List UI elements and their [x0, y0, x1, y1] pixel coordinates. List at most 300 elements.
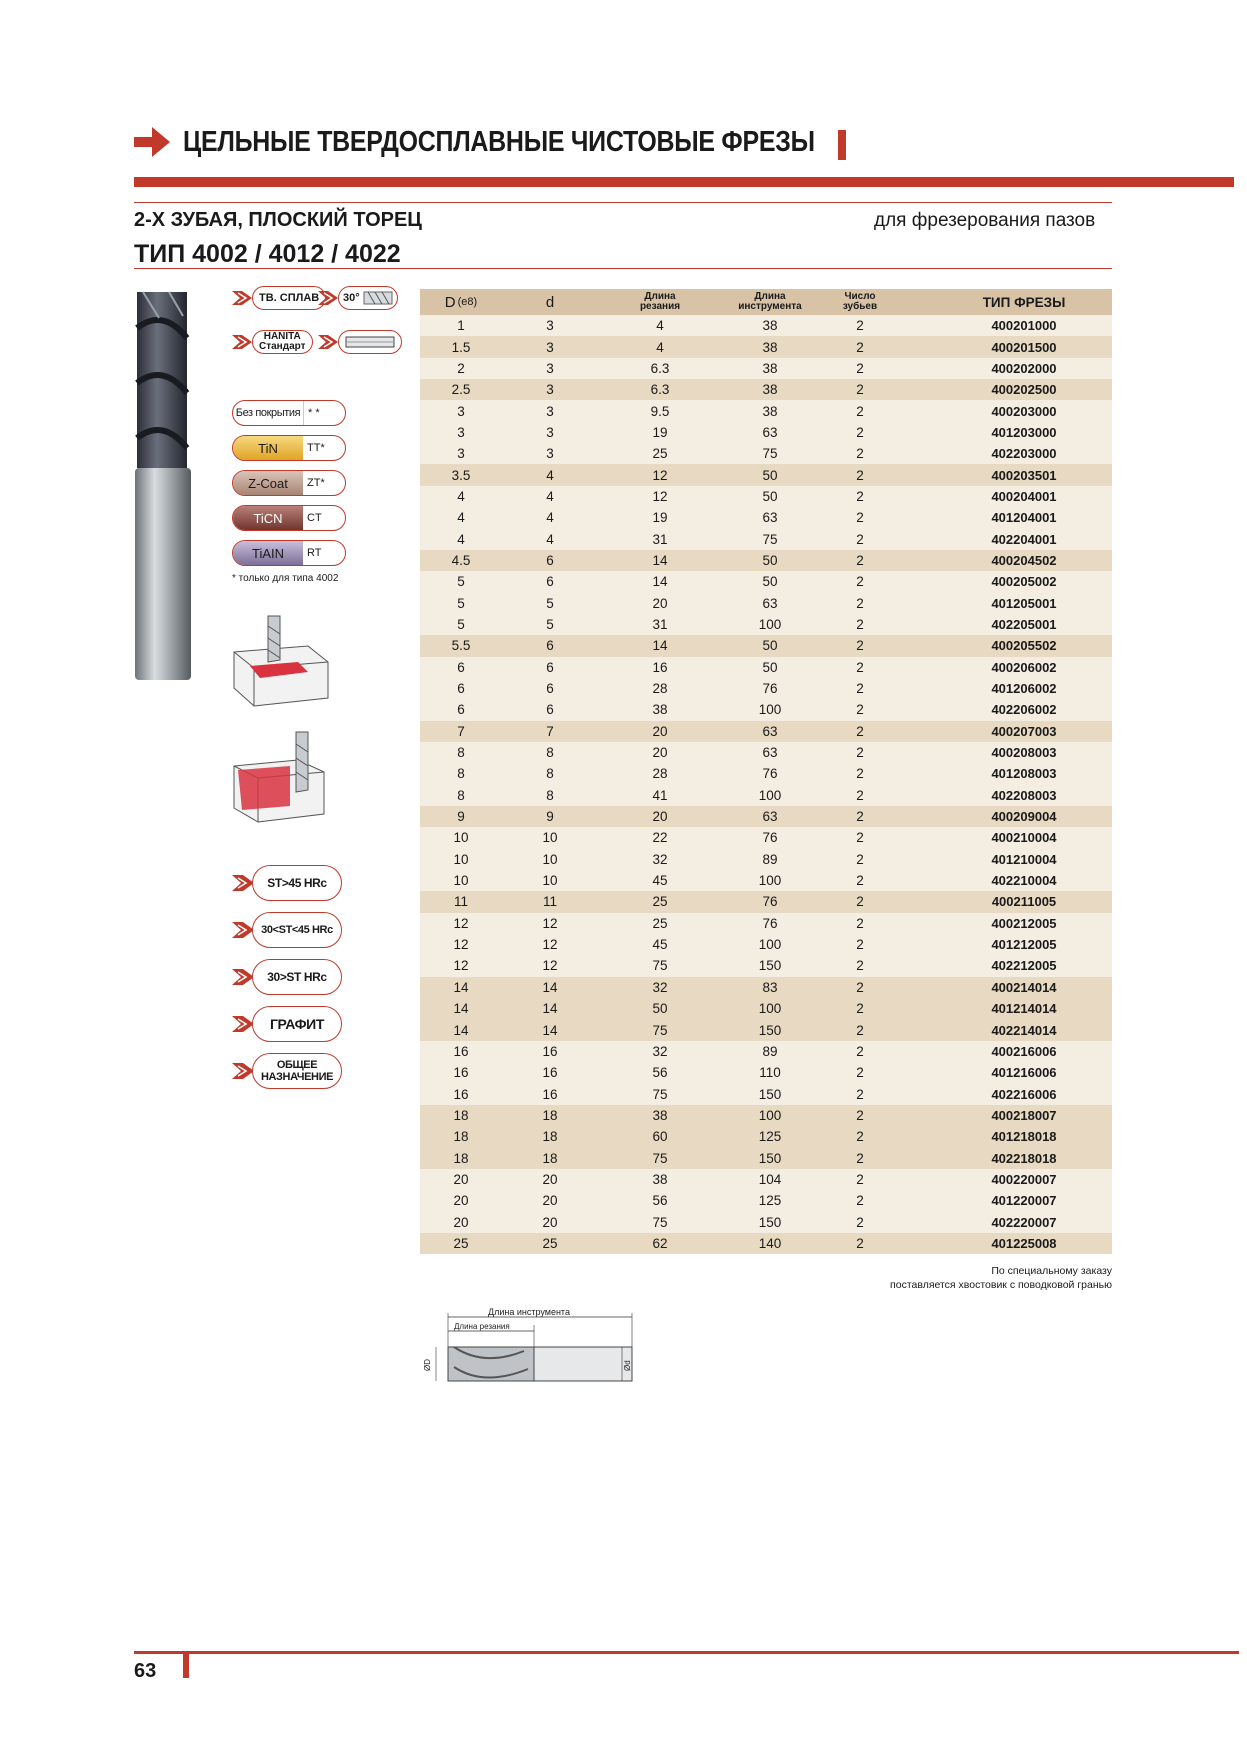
cell-type: 402204001	[991, 531, 1057, 547]
cell-d: 8	[457, 787, 465, 803]
table-row	[420, 1233, 1112, 1254]
cell-teeth: 2	[856, 1043, 864, 1059]
cell-d: 7	[457, 723, 465, 739]
table-row	[420, 635, 1112, 656]
d-label: ØD	[423, 1359, 432, 1371]
table-row	[420, 528, 1112, 549]
cell-d: 16	[453, 1086, 469, 1102]
cell-d: 1	[457, 318, 465, 334]
cell-d: 25	[453, 1235, 469, 1251]
cell-d: 6	[457, 681, 465, 697]
table-row	[420, 336, 1112, 357]
cell-d: 8	[457, 745, 465, 761]
cell-cut-length: 20	[652, 595, 668, 611]
cell-type: 400203000	[991, 403, 1057, 419]
cell-shank-d: 14	[542, 979, 558, 995]
header-type: ТИП ФРЕЗЫ	[982, 294, 1066, 310]
cell-teeth: 2	[856, 574, 864, 590]
plain-shank-icon	[345, 336, 395, 348]
cell-shank-d: 4	[546, 488, 554, 504]
cell-d: 18	[453, 1107, 469, 1123]
helix-angle-badge	[318, 286, 398, 310]
cell-tool-length: 110	[759, 1065, 781, 1081]
cell-d: 3	[457, 403, 465, 419]
shank-d-label: Ød	[623, 1360, 632, 1371]
cell-teeth: 2	[856, 424, 864, 440]
table-row	[420, 571, 1112, 592]
cell-cut-length: 75	[652, 958, 668, 974]
cell-d: 12	[453, 915, 469, 931]
carbide-label: ТВ. СПЛАВ	[252, 286, 326, 310]
coating-name: TiN	[258, 440, 278, 456]
cell-tool-length: 100	[758, 1001, 782, 1017]
cell-d: 9	[457, 809, 465, 825]
cell-type: 401206002	[991, 681, 1057, 697]
cell-tool-length: 83	[762, 979, 778, 995]
table-row	[420, 827, 1112, 848]
cell-tool-length: 100	[758, 937, 782, 953]
cell-tool-length: 76	[762, 681, 778, 697]
cell-type: 401214014	[991, 1001, 1057, 1017]
cell-d: 12	[453, 958, 469, 974]
cell-d: 5	[457, 574, 465, 590]
cell-teeth: 2	[856, 851, 864, 867]
material-badge	[232, 865, 342, 901]
cell-type: 401216006	[991, 1065, 1057, 1081]
cell-shank-d: 6	[546, 552, 554, 568]
cell-d: 10	[453, 851, 469, 867]
cell-type: 400214014	[991, 979, 1057, 995]
cell-type: 400206002	[991, 659, 1057, 675]
cell-teeth: 2	[856, 702, 864, 718]
cell-tool-length: 50	[762, 638, 778, 654]
cell-cut-length: 50	[652, 1001, 668, 1017]
table-row	[420, 486, 1112, 507]
cell-cut-length: 38	[652, 702, 668, 718]
coating-name: TiAIN	[251, 545, 285, 561]
subtitle-divider	[134, 268, 1112, 269]
cell-tool-length: 38	[762, 339, 778, 355]
header-tool-length-2: инструмента	[738, 301, 802, 312]
cell-tool-length: 50	[762, 488, 778, 504]
cell-tool-length: 50	[762, 467, 778, 483]
table-row	[420, 955, 1112, 976]
cell-type: 400211005	[991, 894, 1057, 910]
top-thin-divider	[134, 202, 1112, 203]
product-type: ТИП 4002 / 4012 / 4022	[134, 240, 401, 268]
cell-cut-length: 45	[652, 937, 668, 953]
cell-teeth: 2	[856, 937, 864, 953]
cell-teeth: 2	[856, 595, 864, 611]
cell-d: 16	[453, 1043, 469, 1059]
cell-cut-length: 4	[656, 318, 664, 334]
cell-cut-length: 32	[652, 979, 668, 995]
header-cut-length-2: резания	[639, 301, 681, 312]
table-row	[420, 699, 1112, 720]
table-row	[420, 891, 1112, 912]
cell-d: 3	[457, 424, 465, 440]
cell-teeth: 2	[856, 894, 864, 910]
table-row	[420, 934, 1112, 955]
cell-d: 5	[457, 595, 465, 611]
cell-cut-length: 14	[652, 552, 668, 568]
header-d-main: D	[444, 293, 456, 311]
table-row	[420, 379, 1112, 400]
cell-teeth: 2	[856, 1065, 864, 1081]
cell-type: 400202500	[991, 382, 1057, 398]
standard-badge	[232, 330, 313, 354]
cell-d: 4	[457, 488, 465, 504]
shank-type-badge	[318, 330, 402, 354]
cell-type: 401203000	[991, 424, 1057, 440]
cell-tool-length: 100	[758, 616, 782, 632]
cell-type: 400201500	[991, 339, 1057, 355]
table-row	[420, 1211, 1112, 1232]
cell-tool-length: 89	[762, 851, 778, 867]
header-arrow-icon	[132, 124, 172, 160]
table-row	[420, 913, 1112, 934]
cell-tool-length: 150	[758, 1150, 782, 1166]
cell-d: 18	[453, 1129, 469, 1145]
cell-teeth: 2	[856, 446, 864, 462]
table-row	[420, 806, 1112, 827]
material-badge	[232, 1006, 342, 1042]
special-order-note	[800, 1264, 1112, 1292]
cell-cut-length: 16	[652, 659, 668, 675]
material-label-2: НАЗНАЧЕНИЕ	[260, 1071, 334, 1083]
cell-tool-length: 63	[762, 809, 778, 825]
table-row	[420, 1147, 1112, 1168]
cell-teeth: 2	[856, 1150, 864, 1166]
cell-teeth: 2	[856, 1086, 864, 1102]
cell-teeth: 2	[856, 467, 864, 483]
coating-code: CT	[307, 512, 322, 524]
cell-teeth: 2	[856, 766, 864, 782]
cell-shank-d: 18	[542, 1107, 558, 1123]
table-row	[420, 422, 1112, 443]
cell-d: 10	[453, 873, 469, 889]
cell-teeth: 2	[856, 531, 864, 547]
coating-tiain	[232, 540, 346, 566]
table-row	[420, 550, 1112, 571]
coating-code: ZT*	[307, 477, 325, 489]
coating-name: TiCN	[253, 510, 283, 526]
cell-teeth: 2	[856, 382, 864, 398]
material-label: ST>45 HRc	[267, 876, 327, 890]
cell-tool-length: 104	[758, 1171, 782, 1187]
cell-cut-length: 25	[652, 446, 668, 462]
cell-cut-length: 31	[652, 531, 668, 547]
cell-d: 2	[457, 360, 465, 376]
cell-d: 3	[457, 446, 465, 462]
table-row	[420, 1169, 1112, 1190]
cell-type: 402205001	[991, 616, 1057, 632]
cell-d: 5	[457, 616, 465, 632]
cell-type: 402212005	[991, 958, 1057, 974]
cell-cut-length: 4	[656, 339, 664, 355]
cell-cut-length: 12	[652, 488, 668, 504]
cell-type: 400220007	[991, 1171, 1057, 1187]
table-row	[420, 614, 1112, 635]
table-row	[420, 870, 1112, 891]
cell-tool-length: 38	[762, 382, 778, 398]
cell-tool-length: 140	[758, 1235, 782, 1251]
cell-teeth: 2	[856, 318, 864, 334]
cell-teeth: 2	[856, 1235, 864, 1251]
cell-type: 400208003	[991, 745, 1057, 761]
cell-tool-length: 150	[758, 1022, 782, 1038]
cell-type: 402218018	[991, 1150, 1057, 1166]
cell-shank-d: 3	[546, 339, 554, 355]
table-row	[420, 1105, 1112, 1126]
cell-d: 14	[453, 1001, 469, 1017]
cell-tool-length: 125	[758, 1193, 782, 1209]
cell-d: 18	[453, 1150, 469, 1166]
material-label: 30>ST HRc	[267, 970, 327, 984]
coating-none	[232, 400, 346, 426]
cell-d: 14	[453, 979, 469, 995]
cell-shank-d: 16	[542, 1043, 558, 1059]
cell-type: 402210004	[991, 873, 1057, 889]
cell-d: 11	[453, 894, 468, 910]
cell-shank-d: 4	[546, 510, 554, 526]
cell-type: 400203501	[991, 467, 1057, 483]
cell-shank-d: 6	[546, 638, 554, 654]
cell-tool-length: 76	[762, 915, 778, 931]
cell-d: 14	[453, 1022, 469, 1038]
cell-tool-length: 63	[762, 723, 778, 739]
end-mill-image	[133, 288, 195, 684]
header-teeth: Число	[844, 291, 876, 302]
cell-shank-d: 3	[546, 446, 554, 462]
cell-shank-d: 20	[542, 1171, 558, 1187]
cell-shank-d: 3	[546, 403, 554, 419]
cell-shank-d: 7	[546, 723, 554, 739]
coating-code: RT	[307, 547, 322, 559]
cell-teeth: 2	[856, 552, 864, 568]
cell-cut-length: 25	[652, 894, 668, 910]
cell-shank-d: 25	[542, 1235, 558, 1251]
cell-shank-d: 10	[542, 851, 558, 867]
cell-cut-length: 31	[652, 616, 668, 632]
header-d-tolerance: (e8)	[457, 296, 478, 308]
slot-milling-illustration	[228, 612, 336, 712]
cell-tool-length: 150	[758, 1214, 782, 1230]
cell-teeth: 2	[856, 1171, 864, 1187]
cell-cut-length: 41	[652, 787, 668, 803]
cell-type: 402208003	[991, 787, 1057, 803]
cell-tool-length: 63	[762, 510, 778, 526]
cell-teeth: 2	[856, 979, 864, 995]
coating-tin	[232, 435, 346, 461]
cell-cut-length: 75	[652, 1022, 668, 1038]
cell-shank-d: 14	[542, 1001, 558, 1017]
material-label: 30<ST<45 HRc	[261, 924, 333, 936]
cell-teeth: 2	[856, 339, 864, 355]
cut-length-label: Длина резания	[454, 1322, 510, 1331]
table-body	[420, 315, 1112, 1254]
cell-shank-d: 14	[542, 1022, 558, 1038]
carbide-badge	[232, 286, 326, 310]
cell-cut-length: 20	[652, 745, 668, 761]
top-divider	[134, 177, 1234, 187]
cell-tool-length: 100	[758, 787, 782, 803]
cell-tool-length: 38	[762, 318, 778, 334]
cell-teeth: 2	[856, 510, 864, 526]
table-row	[420, 785, 1112, 806]
cell-shank-d: 4	[546, 467, 554, 483]
cell-type: 400216006	[991, 1043, 1057, 1059]
cell-shank-d: 5	[546, 616, 554, 632]
cell-cut-length: 19	[652, 510, 668, 526]
cell-shank-d: 10	[542, 873, 558, 889]
cell-shank-d: 6	[546, 659, 554, 675]
cell-cut-length: 28	[652, 681, 668, 697]
cell-d: 20	[453, 1193, 469, 1209]
material-badge	[232, 1053, 342, 1089]
cell-tool-length: 89	[762, 1043, 778, 1059]
cell-shank-d: 4	[546, 531, 554, 547]
cell-cut-length: 12	[652, 467, 668, 483]
cell-shank-d: 18	[542, 1150, 558, 1166]
cell-shank-d: 6	[546, 681, 554, 697]
material-label: ГРАФИТ	[270, 1016, 324, 1032]
cell-shank-d: 6	[546, 702, 554, 718]
cell-type: 402206002	[991, 702, 1057, 718]
page-accent-bar	[183, 1652, 189, 1678]
table-row	[420, 1083, 1112, 1104]
cell-tool-length: 125	[758, 1129, 782, 1145]
cell-cut-length: 9.5	[650, 403, 670, 419]
table-row	[420, 742, 1112, 763]
cell-tool-length: 75	[762, 531, 778, 547]
material-badge	[232, 959, 342, 995]
cell-d: 12	[453, 937, 469, 953]
cell-tool-length: 100	[758, 1107, 782, 1123]
cell-tool-length: 150	[758, 1086, 782, 1102]
table-row	[420, 977, 1112, 998]
table-header	[420, 289, 1112, 315]
cell-type: 401208003	[991, 766, 1057, 782]
cell-teeth: 2	[856, 873, 864, 889]
cell-shank-d: 8	[546, 745, 554, 761]
cell-teeth: 2	[856, 1107, 864, 1123]
page-title: ЦЕЛЬНЫЕ ТВЕРДОСПЛАВНЫЕ ЧИСТОВЫЕ ФРЕЗЫ	[183, 126, 815, 158]
standard-label: Стандарт	[259, 341, 306, 352]
cell-shank-d: 8	[546, 766, 554, 782]
cell-shank-d: 8	[546, 787, 554, 803]
cell-tool-length: 76	[762, 894, 778, 910]
cell-shank-d: 10	[542, 830, 558, 846]
cell-type: 400207003	[991, 723, 1057, 739]
cell-type: 401205001	[991, 595, 1057, 611]
coating-name: Без покрытия	[235, 407, 301, 419]
cell-shank-d: 12	[542, 958, 558, 974]
cell-cut-length: 22	[652, 830, 668, 846]
cell-shank-d: 12	[542, 915, 558, 931]
cell-teeth: 2	[856, 1214, 864, 1230]
cell-type: 400218007	[991, 1107, 1057, 1123]
header-teeth-2: зубьев	[842, 301, 878, 312]
table-row	[420, 443, 1112, 464]
cell-type: 400204502	[991, 552, 1057, 568]
cell-type: 401210004	[991, 851, 1057, 867]
table-row	[420, 464, 1112, 485]
cell-d: 5.5	[451, 638, 471, 654]
header-tool-length: Длина	[754, 291, 786, 302]
cell-teeth: 2	[856, 830, 864, 846]
cell-cut-length: 38	[652, 1107, 668, 1123]
cell-d: 4.5	[451, 552, 471, 568]
cell-shank-d: 3	[546, 382, 554, 398]
cell-tool-length: 38	[762, 403, 778, 419]
table-row	[420, 998, 1112, 1019]
cell-tool-length: 50	[762, 659, 778, 675]
cell-cut-length: 62	[652, 1235, 668, 1251]
cell-cut-length: 6.3	[650, 382, 670, 398]
helix-angle-label: 30°	[343, 292, 360, 304]
table-row	[420, 1041, 1112, 1062]
coating-name: Z-Coat	[248, 475, 288, 491]
cell-tool-length: 100	[758, 873, 782, 889]
special-order-note-line2: поставляется хвостовик с поводковой гранью	[890, 1279, 1112, 1291]
cell-type: 401218018	[991, 1129, 1057, 1145]
cell-shank-d: 3	[546, 424, 554, 440]
table-row	[420, 657, 1112, 678]
product-purpose: для фрезерования пазов	[874, 210, 1096, 231]
cell-type: 401220007	[991, 1193, 1057, 1209]
cell-tool-length: 63	[762, 745, 778, 761]
cell-type: 402203000	[991, 446, 1057, 462]
table-row	[420, 1190, 1112, 1211]
cell-cut-length: 20	[652, 809, 668, 825]
cell-shank-d: 18	[542, 1129, 558, 1145]
cell-shank-d: 16	[542, 1065, 558, 1081]
cell-cut-length: 14	[652, 638, 668, 654]
cell-cut-length: 75	[652, 1214, 668, 1230]
cell-d: 20	[453, 1214, 469, 1230]
cell-type: 401225008	[991, 1235, 1057, 1251]
cell-tool-length: 63	[762, 424, 778, 440]
cell-type: 400212005	[991, 915, 1057, 931]
table-row	[420, 1126, 1112, 1147]
helix-icon	[363, 290, 393, 306]
cell-tool-length: 50	[762, 574, 778, 590]
table-row	[420, 678, 1112, 699]
cell-shank-d: 3	[546, 318, 554, 334]
cell-teeth: 2	[856, 1193, 864, 1209]
table-row	[420, 592, 1112, 613]
cell-cut-length: 56	[652, 1193, 668, 1209]
cell-cut-length: 75	[652, 1086, 668, 1102]
cell-d: 1.5	[451, 339, 471, 355]
cell-tool-length: 75	[762, 446, 778, 462]
bottom-divider	[134, 1651, 1239, 1654]
cell-type: 400202000	[991, 360, 1057, 376]
cell-shank-d: 9	[546, 809, 554, 825]
cell-cut-length: 45	[652, 873, 668, 889]
cell-shank-d: 20	[542, 1214, 558, 1230]
cell-teeth: 2	[856, 1129, 864, 1145]
cell-cut-length: 28	[652, 766, 668, 782]
cell-d: 8	[457, 766, 465, 782]
title-accent-bar	[838, 130, 846, 160]
cell-teeth: 2	[856, 958, 864, 974]
cell-type: 401204001	[991, 510, 1057, 526]
cell-d: 10	[453, 830, 469, 846]
cell-shank-d: 11	[542, 894, 557, 910]
cell-teeth: 2	[856, 681, 864, 697]
